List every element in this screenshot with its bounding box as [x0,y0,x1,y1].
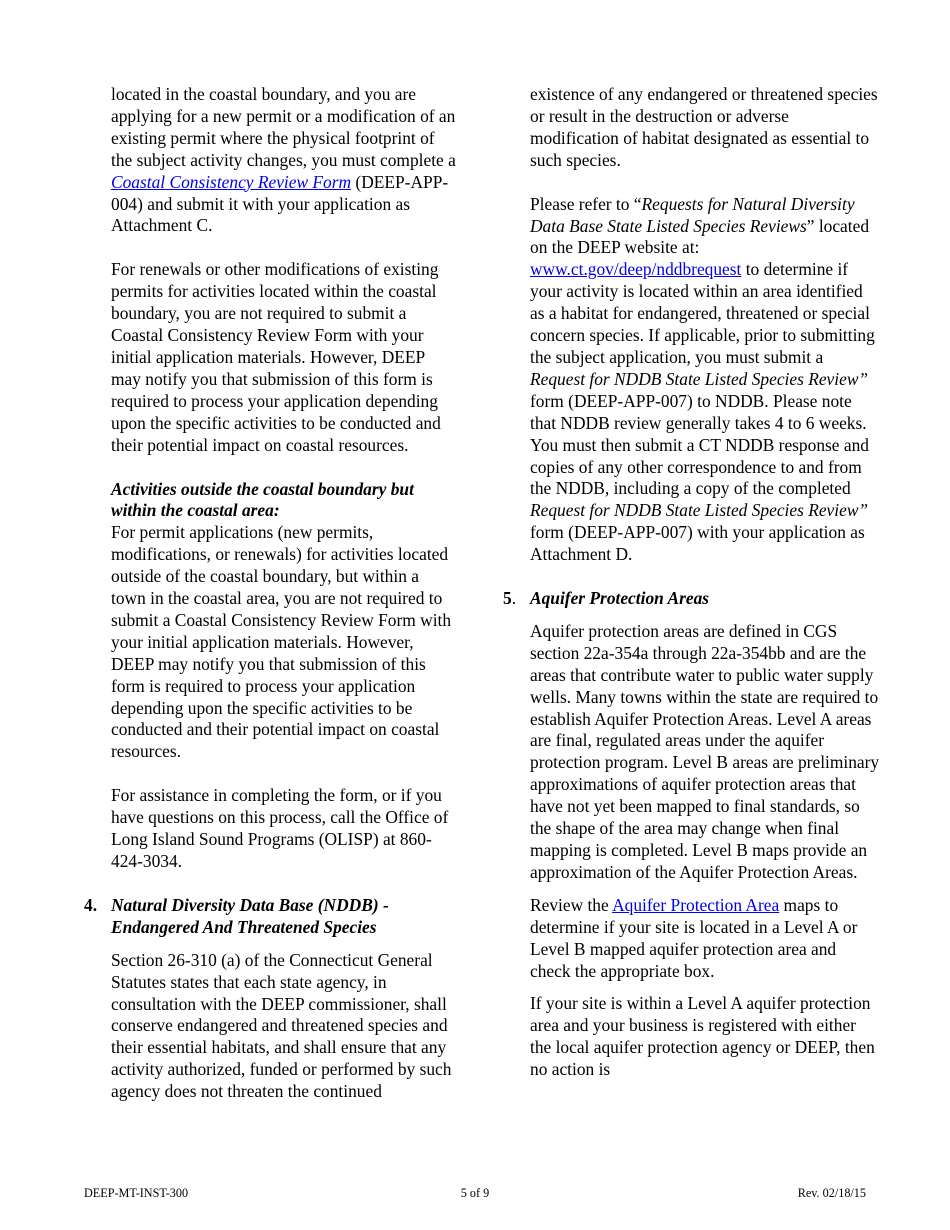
left-column [84,84,457,1103]
endangered-species-continuation: existence of any endangered or threatened species or result in the destruction or adverse modification of habitat designated as essential to such species. [530,84,878,170]
nddb-request-paragraph: Please refer to “Requests for Natural Diversity Data Base State Listed Species Reviews” located on the DEEP website at: www.ct.gov/deep/nddbrequest to determine if your activity is located within an area identified as a habitat for endangered, threatened or special concern species. If applicable, prior to submitting the subject application, you must submit a Request for NDDB State Listed Species Review” form (DEEP-APP-007) to NDDB. Please note that NDDB review generally takes 4 to 6 weeks. You must then submit a CT NDDB response and copies of any other correspondence to and from the NDDB, including a copy of the completed Request for NDDB State Listed Species Review” form (DEEP-APP-007) with your application as Attachment D. [530,193,875,565]
section-4-title: Natural Diversity Data Base (NDDB) - Endangered And Threatened Species [111,894,389,937]
section-5-title: Aquifer Protection Areas [530,588,710,609]
footer-revision: Rev. 02/18/15 [797,1186,866,1200]
olisp-assistance-paragraph: For assistance in completing the form, or if you have questions on this process, call the Office of Long Island Sound Programs (OLISP) at 860-424-3034. [111,785,449,871]
coastal-boundary-paragraph: located in the coastal boundary, and you are applying for a new permit or a modification of an existing permit where the physical footprint of the subject activity changes, you must complete a Coastal Consistency Review Form (DEEP-APP-004) and submit it with your application as Attachment C. [111,84,456,236]
section-4-heading [84,894,457,939]
section-5-number: 5. [503,588,517,609]
section-5-body: Aquifer protection areas are defined in CGS section 22a-354a through 22a-354bb and are the areas that contribute water to public water supply wells. Many towns within the state are required to establish Aquifer Protection Areas. Level A areas are final, regulated areas under the aquifer protection program. Level B areas are preliminary approximations of aquifer protection areas that have not yet been mapped to final standards, so the shape of the area may change when final mapping is completed. Level B maps provide an approximation of the Aquifer Protection Areas. [530,620,880,882]
footer-doc-id: DEEP-MT-INST-300 [84,1186,189,1200]
coastal-consistency-review-form-link[interactable]: Coastal Consistency Review Form [111,171,352,192]
section-4-number: 4. [84,894,98,915]
footer-page-number: 5 of 9 [460,1186,490,1200]
coastal-area-paragraph: For permit applications (new permits, modifications, or renewals) for activities located outside of the coastal boundary, but within a town in the coastal area, you are not required to submit a Coastal Consistency Review Form with your initial application materials. However, DEEP may notify you that submission of this form is required to process your application depending upon the specific activities to be conducted and their potential impact on coastal resources. [111,522,452,762]
coastal-area-subheading: Activities outside the coastal boundary but within the coastal area: [111,478,414,521]
level-a-paragraph: If your site is within a Level A aquifer protection area and your business is registered with either the local aquifer protection agency or DEEP, then no action is [530,993,875,1080]
renewals-paragraph: For renewals or other modifications of existing permits for activities located within the coastal boundary, you are not required to submit a Coastal Consistency Review Form with your initial application materials. However, DEEP may notify you that submission of this form is required to process your application depending upon the specific activities to be conducted and their potential impact on coastal resources. [111,259,441,455]
section-5-heading [503,588,880,610]
section-4-body: Section 26-310 (a) of the Connecticut General Statutes states that each state agency, in consultation with the DEEP commissioner, shall conserve endangered and threatened species and their essential habitats, and shall ensure that any activity authorized, funded or performed by such agency does not threaten the continued [111,949,452,1102]
section-5 [503,588,880,1081]
nddb-request-link[interactable]: www.ct.gov/deep/nddbrequest [530,259,742,280]
section-4 [84,894,457,1103]
aquifer-review-paragraph: Review the Aquifer Protection Area maps to determine if your site is located in a Level A or Level B mapped aquifer protection area and check the appropriate box. [530,894,858,981]
aquifer-protection-area-link[interactable]: Aquifer Protection Area [612,894,780,915]
right-column [503,84,880,1081]
